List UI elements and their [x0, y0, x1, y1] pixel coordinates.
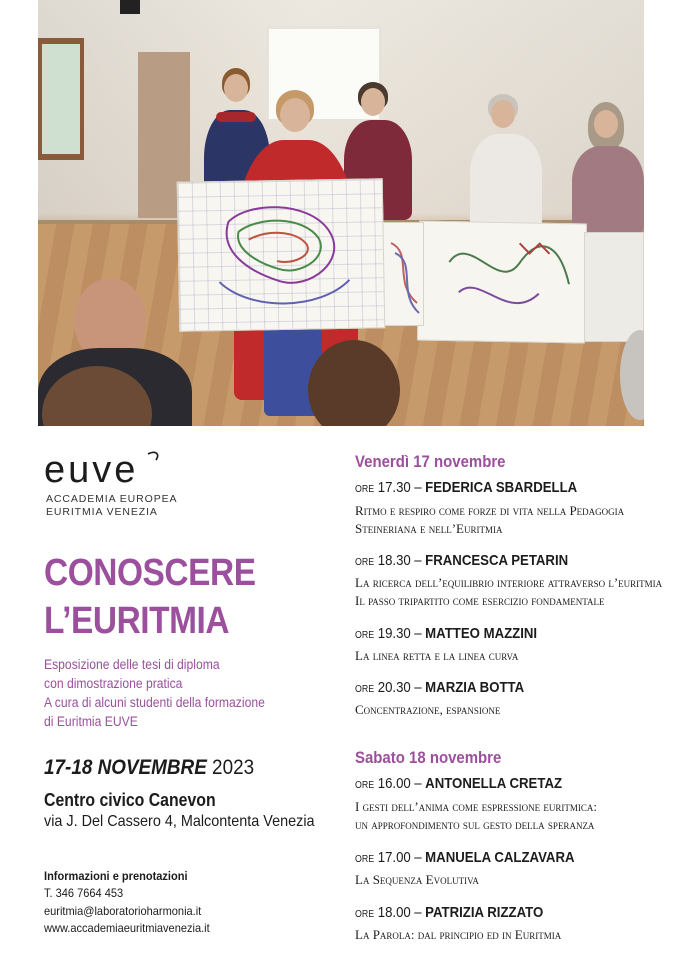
slot-separator: – — [414, 552, 422, 569]
slot-friday-4 — [355, 679, 524, 696]
title-line-1: CONOSCERE — [44, 552, 256, 594]
slot-ore: ore — [355, 552, 375, 568]
logo-line-2: EURITMIA VENEZIA — [46, 506, 158, 518]
contacts-heading: Informazioni e prenotazioni — [44, 869, 188, 883]
slot-speaker: PATRIZIA RIZZATO — [425, 904, 544, 921]
slot-speaker: MATTEO MAZZINI — [425, 625, 538, 642]
slot-speaker: FRANCESCA PETARIN — [425, 552, 569, 569]
slot-separator: – — [414, 849, 422, 866]
title-line-2: L’EURITMIA — [44, 600, 230, 642]
slot-saturday-2 — [355, 849, 575, 866]
slot-ore: ore — [355, 775, 375, 791]
slot-separator: – — [414, 679, 422, 696]
talk-friday-1-line-1: Ritmo e respiro come forze di vita nella Pedagogia — [355, 503, 625, 518]
slot-separator: – — [414, 904, 422, 921]
euve-logo — [44, 446, 164, 488]
contacts-phone[interactable]: T. 346 7664 453 — [44, 886, 124, 900]
slot-time: 17.30 — [377, 479, 411, 496]
slot-time: 16.00 — [377, 775, 411, 792]
drawing-board-right — [417, 221, 587, 344]
slot-ore: ore — [355, 904, 375, 920]
talk-saturday-2-line-1: La Sequenza Evolutiva — [355, 872, 479, 887]
slot-separator: – — [414, 479, 422, 496]
slot-friday-2 — [355, 552, 568, 569]
talk-friday-2-line-2: Il passo tripartito come esercizio fondamentale — [355, 593, 605, 608]
talk-friday-1-line-2: Steineriana e nell’Euritmia — [355, 521, 503, 536]
slot-speaker: MANUELA CALZAVARA — [425, 849, 575, 866]
drawing-board-grid — [177, 178, 386, 332]
talk-friday-2-line-1: La ricerca dell’equilibrio interiore attraverso l’euritmia — [355, 575, 663, 590]
slot-ore: ore — [355, 625, 375, 641]
contacts-website[interactable]: www.accademiaeuritmiavenezia.it — [44, 921, 210, 935]
drawing-board-middle — [382, 222, 424, 326]
talk-friday-3-line-1: La linea retta e la linea curva — [355, 648, 519, 663]
slot-separator: – — [414, 625, 422, 642]
slot-saturday-1 — [355, 775, 562, 792]
slot-ore: ore — [355, 679, 375, 695]
slot-speaker: MARZIA BOTTA — [425, 679, 525, 696]
photo-window-left — [38, 38, 84, 160]
description-line-1: Esposizione delle tesi di diploma — [44, 657, 220, 672]
description-line-2: con dimostrazione pratica — [44, 676, 183, 691]
talk-saturday-1-line-2: un approfondimento sul gesto della speranza — [355, 817, 595, 832]
photo-speaker — [120, 0, 140, 14]
description-line-4: di Euritmia EUVE — [44, 714, 138, 729]
talk-saturday-3-line-1: La Parola: dal principio ed in Euritmia — [355, 927, 562, 942]
event-address: via J. Del Cassero 4, Malcontenta Venezia — [44, 813, 315, 830]
slot-friday-1 — [355, 479, 577, 496]
drawing-board-far-right — [584, 232, 644, 342]
slot-saturday-3 — [355, 904, 543, 921]
slot-speaker: FEDERICA SBARDELLA — [425, 479, 578, 496]
slot-time: 20.30 — [377, 679, 411, 696]
day-heading-saturday: Sabato 18 novembre — [355, 748, 502, 767]
slot-ore: ore — [355, 479, 375, 495]
slot-time: 17.00 — [377, 849, 411, 866]
description-line-3: A cura di alcuni studenti della formazione — [44, 695, 265, 710]
logo-line-1: ACCADEMIA EUROPEA — [46, 493, 178, 505]
slot-ore: ore — [355, 849, 375, 865]
event-photo — [38, 0, 644, 426]
contacts-email[interactable]: euritmia@laboratorioharmonia.it — [44, 904, 202, 918]
euve-logo-mark — [44, 446, 164, 488]
event-dates — [44, 756, 254, 780]
event-year: 2023 — [212, 756, 255, 779]
day-heading-friday: Venerdì 17 novembre — [355, 452, 506, 471]
event-venue: Centro civico Canevon — [44, 790, 216, 810]
talk-friday-4-line-1: Concentrazione, espansione — [355, 702, 501, 717]
talk-saturday-1-line-1: I gesti dell’anima come espressione euritmica: — [355, 799, 598, 814]
event-days: 17-18 NOVEMBRE — [44, 756, 207, 779]
slot-time: 19.30 — [377, 625, 411, 642]
slot-time: 18.00 — [377, 904, 411, 921]
slot-time: 18.30 — [377, 552, 411, 569]
slot-speaker: ANTONELLA CRETAZ — [425, 775, 563, 792]
slot-separator: – — [414, 775, 422, 792]
euve-wordmark: euve — [44, 449, 139, 488]
slot-friday-3 — [355, 625, 537, 642]
